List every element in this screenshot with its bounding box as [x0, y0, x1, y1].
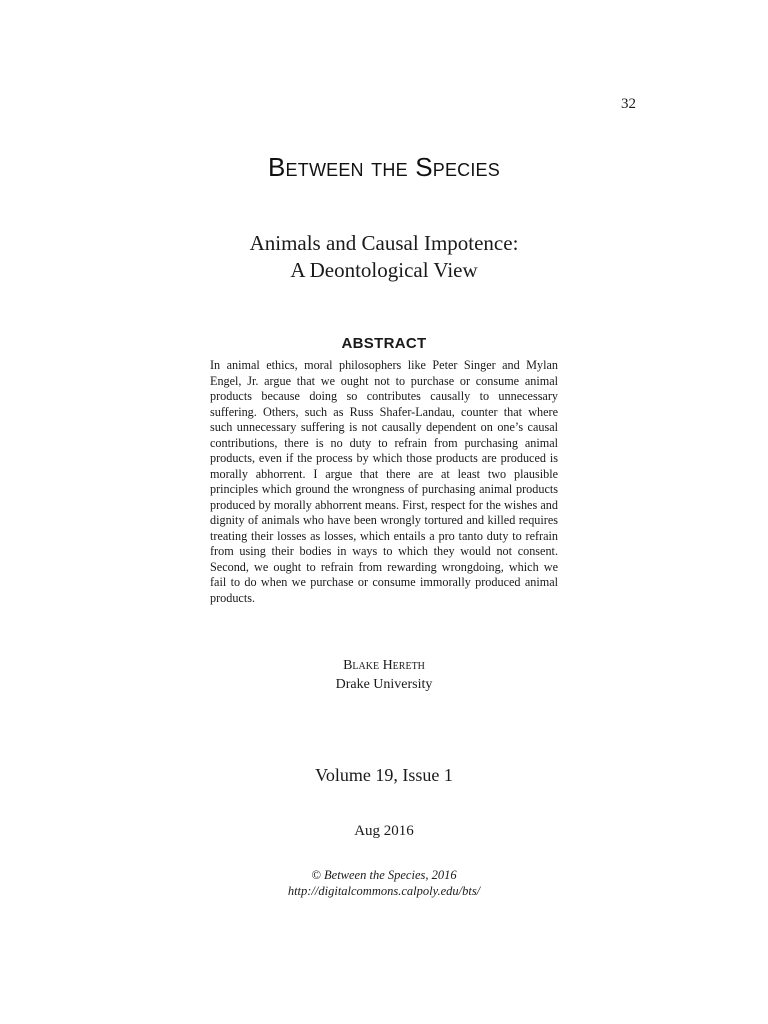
page-number: 32 — [621, 96, 636, 112]
issue-date: Aug 2016 — [354, 823, 414, 839]
paper-title-line-1: Animals and Causal Impotence: — [249, 231, 519, 255]
volume-issue: Volume 19, Issue 1 — [315, 765, 453, 785]
paper-title-line-2: A Deontological View — [290, 258, 478, 282]
copyright-notice: © Between the Species, 2016 — [311, 868, 457, 882]
author-name: Blake Hereth — [343, 658, 425, 673]
journal-title: Between the Species — [268, 152, 500, 182]
abstract-heading: ABSTRACT — [341, 335, 427, 352]
author-affiliation: Drake University — [335, 677, 433, 692]
copyright-block — [0, 867, 768, 899]
abstract-body: In animal ethics, moral philosophers like Peter Singer and Mylan Engel, Jr. argue that we ought not to purchase or consume animal products because doing so contributes causally to unnecessary suffering. Others, such as Russ Shafer-Landau, counter that where such unnecessary suffering is not causally dependent on one’s causal contributions, there is no duty to refrain from purchasing animal products, even if the process by which those products are produced is morally abhorrent. I argue that there are at least two plausible principles which ground the wrongness of purchasing animal products produced by morally abhorrent means. First, respect for the wishes and dignity of animals who have been wrongly tortured and killed requires treating their losses as losses, which entails a pro tanto duty to refrain from using their bodies in ways to which they would not consent. Second, we ought to refrain from rewarding wrongdoing, which we fail to do when we purchase or consume immorally produced animal products. — [210, 358, 558, 605]
paper-title — [0, 230, 768, 284]
journal-url: http://digitalcommons.calpoly.edu/bts/ — [287, 884, 481, 898]
